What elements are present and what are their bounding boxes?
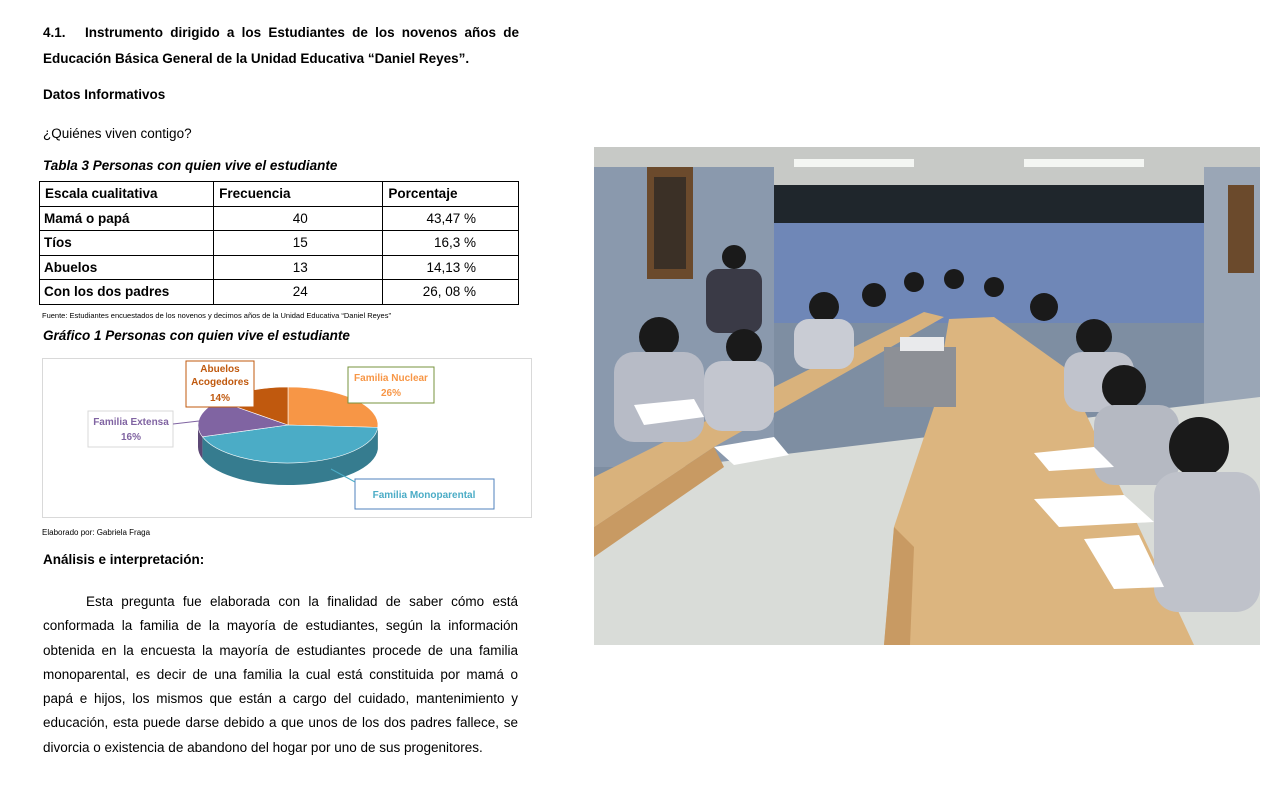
label-nuclear-pct: 26% [380, 388, 402, 399]
subheading: Datos Informativos [43, 87, 166, 102]
label-abuelos-line1: Abuelos [200, 364, 240, 375]
table-cell: 14,13 % [383, 255, 519, 280]
table-header-row [40, 182, 519, 207]
photo-projector-cart [884, 347, 956, 407]
label-extensa-name: Familia Extensa [93, 417, 169, 428]
table-row [40, 280, 519, 305]
label-abuelos-pct: 14% [209, 393, 231, 404]
photo-ceiling-light [794, 159, 914, 167]
photo-portrait [654, 177, 686, 269]
pie-chart-container [42, 358, 532, 518]
section-title: Instrumento dirigido a los Estudiantes de los novenos años de Educación Básica General de la Unidad Educativa “Daniel Reyes”. [43, 25, 519, 66]
analysis-title: Análisis e interpretación: [43, 552, 205, 567]
photo-portrait-frame [1228, 185, 1254, 273]
table-cell: Mamá o papá [40, 206, 214, 231]
label-abuelos-line2: Acogedores [191, 377, 249, 388]
author-credit: Elaborado por: Gabriela Fraga [42, 528, 151, 537]
table-row [40, 231, 519, 256]
table-cell: 26, 08 % [383, 280, 519, 305]
table-caption: Tabla 3 Personas con quien vive el estudiante [43, 158, 338, 173]
analysis-paragraph: Esta pregunta fue elaborada con la finalidad de saber cómo está conformada la familia de la mayoría de estudiantes, según la información obtenida en la encuesta la mayoría de estudiantes procede de una familia monoparental, es decir de una familia la cual está constituida por mamá o papá e hijos, los mismos que están a cargo del cuidado, mantenimiento y educación, esta puede darse debido a que unos de los dos padres fallece, se divorcia o existencia de abandono del hogar por uno de sus progenitores. [43, 594, 518, 755]
table-cell: 16,3 % [383, 231, 519, 256]
header-cell: Frecuencia [214, 182, 383, 207]
table-row [40, 206, 519, 231]
table-cell: 43,47 % [383, 206, 519, 231]
leader-line-extensa [173, 421, 199, 424]
table-cell: Tíos [40, 231, 214, 256]
classroom-photo [594, 147, 1260, 645]
photo-projector [900, 337, 944, 351]
table-cell: 40 [214, 206, 383, 231]
question-text: ¿Quiénes viven contigo? [43, 126, 192, 141]
table-cell: Con los dos padres [40, 280, 214, 305]
chart-caption: Gráfico 1 Personas con quien vive el estudiante [43, 328, 350, 343]
header-cell: Escala cualitativa [40, 182, 214, 207]
label-monoparental-name: Familia Monoparental [372, 490, 476, 501]
frequency-table [39, 181, 519, 305]
table-cell: Abuelos [40, 255, 214, 280]
photo-ceiling-light [1024, 159, 1144, 167]
photo-dark-band [769, 185, 1209, 223]
pie-chart [43, 359, 531, 517]
section-number: 4.1. [43, 25, 66, 40]
label-nuclear-name: Familia Nuclear [354, 373, 428, 384]
label-extensa-pct: 16% [120, 432, 142, 443]
table-row [40, 255, 519, 280]
table-source: Fuente: Estudiantes encuestados de los novenos y decimos años de la Unidad Educativa “Daniel Reyes” [42, 311, 391, 320]
classroom-photo-illustration [594, 147, 1260, 645]
table-cell: 15 [214, 231, 383, 256]
header-cell: Porcentaje [383, 182, 519, 207]
section-heading [43, 20, 519, 72]
table-cell: 24 [214, 280, 383, 305]
table-cell: 13 [214, 255, 383, 280]
